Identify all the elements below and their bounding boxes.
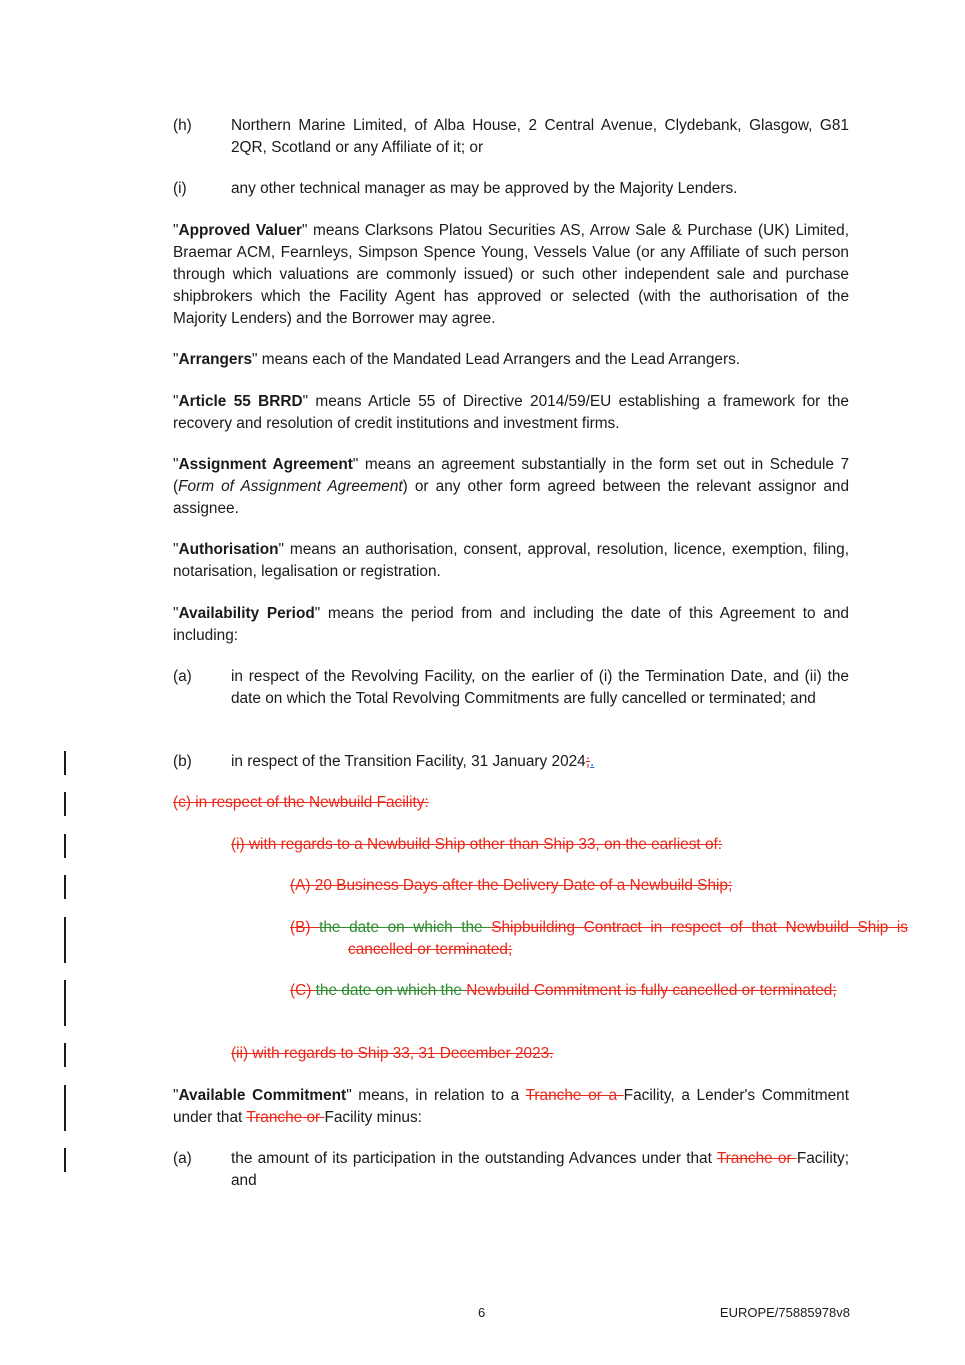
quote: " bbox=[252, 351, 258, 368]
quote: " bbox=[173, 1087, 179, 1104]
deleted-text: (C) bbox=[290, 982, 316, 999]
change-bar bbox=[64, 792, 66, 816]
list-label: (a) bbox=[173, 1150, 192, 1167]
moved-deleted-text: the date on which the bbox=[319, 919, 492, 936]
definition-text: ) or any other form agreed between the relevant assignor and assignee. bbox=[173, 478, 850, 517]
definition-text: Facility, a Lender's Commitment under that bbox=[173, 1087, 849, 1126]
quote: " bbox=[173, 605, 179, 622]
definition-text: means Clarksons Platou Securities AS, Arrow Sale & Purchase (UK) Limited, Braemar ACM, Fearnleys, Simpson Spence Young, Vessels Value (or any Affiliate of such person through which valuations are commonly issued) or such other independent sale and purchase shipbrokers which the Facility Agent has approved or selected (with the authorisation of the Majority Lenders) and the Borrower may agree. bbox=[173, 222, 849, 327]
defined-term: Availability Period bbox=[178, 605, 315, 622]
quote: " bbox=[314, 605, 321, 622]
defined-term: Article 55 BRRD bbox=[178, 393, 303, 410]
quote: " bbox=[346, 1087, 352, 1104]
definition-arrangers bbox=[173, 349, 849, 371]
deleted-text: Tranche or a bbox=[525, 1087, 624, 1104]
deleted-paragraph-B bbox=[290, 917, 908, 961]
list-text: Northern Marine Limited, of Alba House, 2 Central Avenue, Clydebank, Glasgow, G81 2QR, Scotland or any Affiliate of it; or bbox=[231, 117, 849, 156]
deleted-text: Tranche or bbox=[716, 1150, 797, 1167]
change-bar bbox=[64, 1085, 66, 1131]
deleted-text: (ii) with regards to Ship 33, 31 December 2023. bbox=[231, 1045, 554, 1062]
definition-text: means the period from and including the date of this Agreement to and including: bbox=[173, 605, 849, 644]
deleted-text: Newbuild Commitment is fully cancelled or terminated; bbox=[466, 982, 837, 999]
quote: " bbox=[173, 456, 179, 473]
deleted-text: (B) bbox=[290, 919, 320, 936]
quote: " bbox=[302, 393, 309, 410]
quote: " bbox=[173, 222, 179, 239]
quote: " bbox=[173, 351, 179, 368]
list-label: (b) bbox=[173, 753, 192, 770]
definition-text: Facility minus: bbox=[324, 1109, 422, 1126]
list-text bbox=[231, 1148, 849, 1192]
definition-approved-valuer bbox=[173, 220, 849, 330]
list-text: in respect of the Revolving Facility, on the earlier of (i) the Termination Date, and (ii) the date on which the Total Revolving Commitments are fully cancelled or terminated; and bbox=[231, 668, 849, 707]
list-label: (i) bbox=[173, 180, 187, 197]
moved-deleted-text: the date on which the bbox=[315, 982, 467, 999]
change-bar bbox=[64, 1043, 66, 1067]
change-bar bbox=[64, 1148, 66, 1172]
list-item-available-a bbox=[173, 1148, 849, 1192]
definition-text: means Article 55 of Directive 2014/59/EU establishing a framework for the recovery and resolution of credit institutions and investment firms. bbox=[173, 393, 849, 432]
defined-term: Approved Valuer bbox=[178, 222, 303, 239]
list-text-body: in respect of the Transition Facility, 31 January 2024 bbox=[231, 753, 586, 770]
change-bar bbox=[64, 980, 66, 1026]
quote: " bbox=[302, 222, 308, 239]
deleted-text: (c) in respect of the Newbuild Facility: bbox=[173, 794, 429, 811]
list-item-availability-a bbox=[173, 666, 849, 710]
inserted-text: . bbox=[590, 753, 595, 770]
definition-text: means an agreement substantially in the form set out in Schedule 7 ( bbox=[173, 456, 849, 495]
deleted-text: Tranche or bbox=[246, 1109, 325, 1126]
list-item-h bbox=[173, 115, 849, 159]
quote: " bbox=[278, 541, 284, 558]
deleted-paragraph-c-i bbox=[231, 834, 849, 856]
definition-availability-period bbox=[173, 603, 849, 647]
definition-available-commitment bbox=[173, 1085, 849, 1129]
deleted-paragraph-c bbox=[173, 792, 849, 814]
list-text bbox=[231, 751, 849, 773]
definition-assignment-agreement bbox=[173, 454, 849, 520]
quote: " bbox=[173, 541, 179, 558]
change-bar bbox=[64, 834, 66, 858]
quote: " bbox=[173, 393, 179, 410]
definition-article-55-brrd bbox=[173, 391, 849, 435]
change-bar bbox=[64, 917, 66, 963]
change-bar bbox=[64, 751, 66, 775]
list-label: (h) bbox=[173, 117, 192, 134]
list-text-body: the amount of its participation in the outstanding Advances under that bbox=[231, 1150, 717, 1167]
list-item-i bbox=[173, 178, 849, 200]
defined-term: Arrangers bbox=[178, 351, 253, 368]
deleted-text: (A) 20 Business Days after the Delivery Date of a Newbuild Ship; bbox=[290, 877, 733, 894]
schedule-title: Form of Assignment Agreement bbox=[178, 478, 403, 495]
definition-text: means each of the Mandated Lead Arrangers and the Lead Arrangers. bbox=[257, 351, 741, 368]
definition-text: means, in relation to a bbox=[351, 1087, 526, 1104]
deleted-paragraph-A bbox=[290, 875, 850, 897]
deleted-text: (i) with regards to a Newbuild Ship other than Ship 33, on the earliest of: bbox=[231, 836, 723, 853]
page-number: 6 bbox=[478, 1305, 486, 1320]
deleted-text: ; bbox=[585, 753, 591, 770]
document-reference: EUROPE/75885978v8 bbox=[719, 1305, 850, 1320]
deleted-text: Shipbuilding Contract in respect of that Newbuild Ship is cancelled or terminated; bbox=[348, 919, 908, 958]
quote: " bbox=[352, 456, 359, 473]
definition-authorisation bbox=[173, 539, 849, 583]
deleted-paragraph-C bbox=[290, 980, 908, 1002]
defined-term: Authorisation bbox=[178, 541, 279, 558]
list-text: any other technical manager as may be approved by the Majority Lenders. bbox=[231, 180, 738, 197]
list-label: (a) bbox=[173, 668, 192, 685]
change-bar bbox=[64, 875, 66, 899]
deleted-paragraph-c-ii bbox=[231, 1043, 849, 1065]
defined-term: Assignment Agreement bbox=[178, 456, 353, 473]
defined-term: Available Commitment bbox=[178, 1087, 347, 1104]
definition-text: means an authorisation, consent, approval, resolution, licence, exemption, filing, notarisation, legalisation or registration. bbox=[173, 541, 849, 580]
list-text-body: Facility; and bbox=[231, 1150, 849, 1189]
list-item-availability-b bbox=[173, 751, 849, 773]
